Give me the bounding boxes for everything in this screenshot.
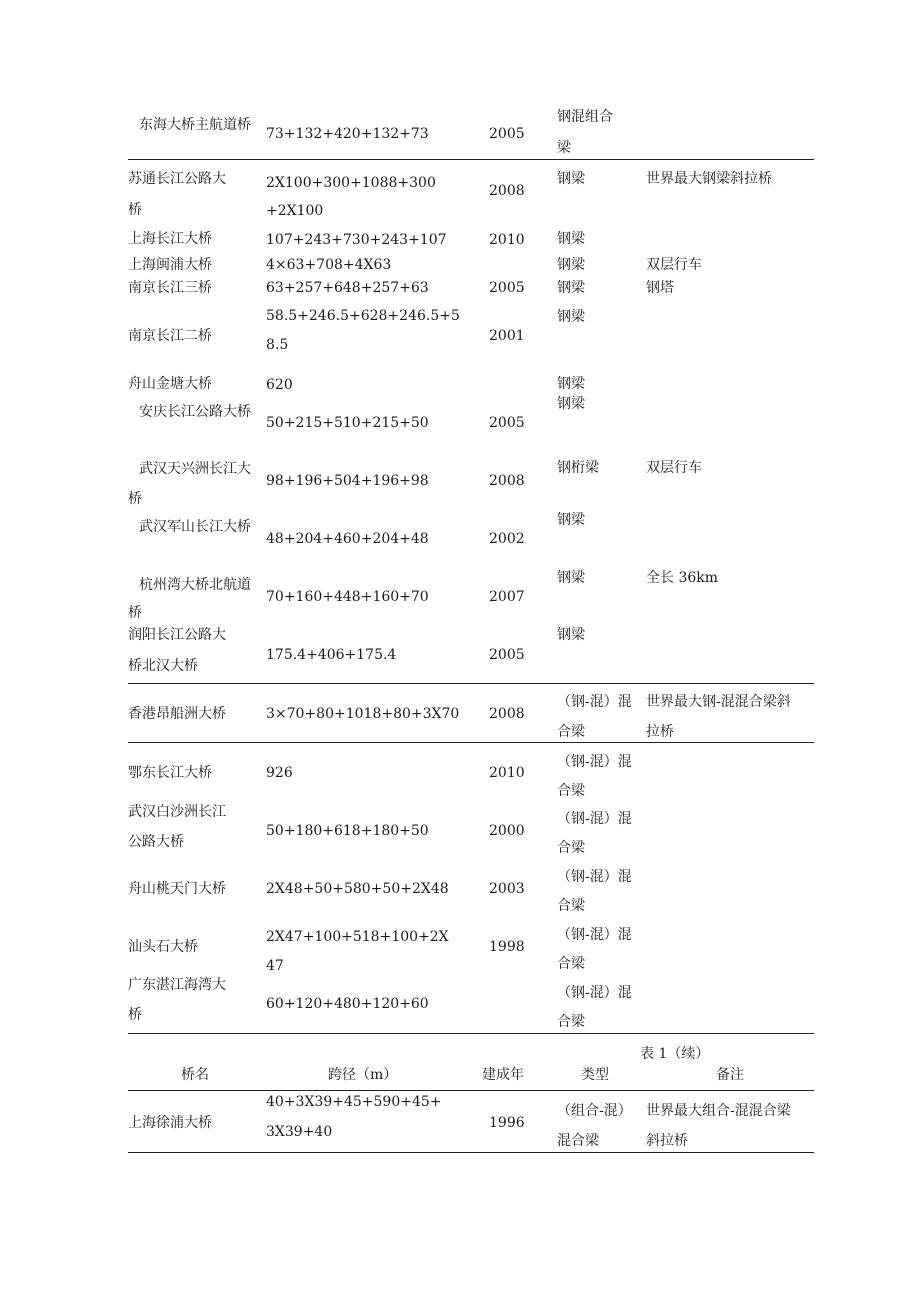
bridge-year: 2007 [489, 589, 525, 605]
bridge-name: 安庆长江公路大桥 [139, 404, 251, 420]
bridge-span: 2X48+50+580+50+2X48 [266, 881, 449, 897]
bridge-note: 钢塔 [646, 280, 674, 296]
bridge-name: 鄂东长江大桥 [128, 765, 212, 781]
bridge-name: 舟山金塘大桥 [128, 376, 212, 392]
bridge-name: 桥 [128, 605, 142, 621]
bridge-name: 桥 [128, 491, 142, 507]
bridge-type: 钢梁 [557, 309, 585, 325]
bridge-type: 合梁 [557, 898, 585, 914]
bridge-name: 上海闽浦大桥 [128, 257, 212, 273]
bridge-year: 2002 [489, 531, 525, 547]
bridge-span: 70+160+448+160+70 [266, 589, 429, 605]
bridge-year: 2010 [489, 232, 525, 248]
bridge-year: 2005 [489, 415, 525, 431]
bridge-type: （钢-混）混 [557, 869, 632, 885]
bridge-name: 武汉白沙洲长江 [128, 804, 226, 820]
bridge-year: 2010 [489, 765, 525, 781]
bridge-name: 桥 [128, 1007, 142, 1023]
bridge-span: 40+3X39+45+590+45+ [266, 1094, 442, 1110]
bridge-span: 98+196+504+196+98 [266, 473, 429, 489]
bridge-type: 钢梁 [557, 231, 585, 247]
bridge-name: 舟山桃天门大桥 [128, 881, 226, 897]
bridge-name: 上海长江大桥 [128, 231, 212, 247]
bridge-name: 上海徐浦大桥 [128, 1115, 212, 1131]
bridge-type: 钢梁 [557, 570, 585, 586]
bridge-type: 合梁 [557, 724, 585, 740]
table-continuation-label: 表 1（续） [640, 1046, 710, 1062]
bridge-type: 钢梁 [557, 627, 585, 643]
bridge-year: 2005 [489, 280, 525, 296]
column-header-note: 备注 [716, 1067, 744, 1083]
bridge-span: 47 [266, 958, 284, 974]
bridge-year: 2008 [489, 706, 525, 722]
bridge-type: （钢-混）混 [557, 927, 632, 943]
bridge-name: 润阳长江公路大 [128, 627, 226, 643]
bridge-type: 合梁 [557, 956, 585, 972]
bridge-span: 50+215+510+215+50 [266, 415, 429, 431]
bridge-type: 梁 [557, 140, 571, 156]
column-header-type: 类型 [581, 1067, 609, 1083]
column-header-name: 桥名 [181, 1067, 209, 1083]
bridge-type: 合梁 [557, 840, 585, 856]
bridge-name: 武汉天兴洲长江大 [139, 461, 251, 477]
table-rule [128, 683, 814, 684]
bridge-name: 桥 [128, 202, 142, 218]
bridge-year: 2005 [489, 126, 525, 142]
bridge-note: 双层行车 [646, 257, 702, 273]
bridge-span: +2X100 [266, 203, 324, 219]
bridge-span: 2X47+100+518+100+2X [266, 929, 449, 945]
table-rule [128, 1033, 814, 1034]
table-rule [128, 1152, 814, 1153]
bridge-span: 926 [266, 765, 293, 781]
bridge-type: 混合梁 [557, 1133, 599, 1149]
bridge-span: 175.4+406+175.4 [266, 647, 397, 663]
bridge-note: 世界最大组合-混混合梁 [646, 1103, 791, 1119]
bridge-span: 620 [266, 377, 293, 393]
bridge-note: 世界最大钢梁斜拉桥 [646, 171, 772, 187]
bridge-span: 2X100+300+1088+300 [266, 175, 436, 191]
bridge-note: 斜拉桥 [646, 1133, 688, 1149]
bridge-type: 钢梁 [557, 280, 585, 296]
bridge-type: 合梁 [557, 783, 585, 799]
bridge-span: 63+257+648+257+63 [266, 280, 429, 296]
bridge-type: （组合-混） [557, 1103, 632, 1119]
table-rule [128, 742, 814, 743]
column-header-span: 跨径（m） [328, 1067, 398, 1083]
bridge-name: 杭州湾大桥北航道 [139, 577, 251, 593]
column-header-year: 建成年 [482, 1067, 524, 1083]
bridge-note: 双层行车 [646, 460, 702, 476]
bridge-type: （钢-混）混 [557, 694, 632, 710]
bridge-name: 公路大桥 [128, 834, 184, 850]
bridge-note: 世界最大钢-混混合梁斜 [646, 694, 791, 710]
bridge-span: 73+132+420+132+73 [266, 126, 429, 142]
bridge-name: 苏通长江公路大 [128, 171, 226, 187]
bridge-year: 2000 [489, 823, 525, 839]
bridge-span: 8.5 [266, 337, 289, 353]
bridge-type: （钢-混）混 [557, 754, 632, 770]
bridge-year: 2003 [489, 881, 525, 897]
bridge-span: 58.5+246.5+628+246.5+5 [266, 308, 460, 324]
bridge-span: 107+243+730+243+107 [266, 232, 447, 248]
bridge-name: 桥北汉大桥 [128, 658, 198, 674]
bridge-year: 2008 [489, 183, 525, 199]
bridge-span: 4×63+708+4X63 [266, 257, 392, 273]
bridge-span: 60+120+480+120+60 [266, 996, 429, 1012]
bridge-year: 2005 [489, 647, 525, 663]
bridge-year: 1998 [489, 939, 525, 955]
bridge-name: 南京长江二桥 [128, 328, 212, 344]
bridge-type: 钢梁 [557, 396, 585, 412]
bridge-span: 48+204+460+204+48 [266, 531, 429, 547]
bridge-type: 合梁 [557, 1014, 585, 1030]
bridge-span: 3X39+40 [266, 1124, 333, 1140]
bridge-type: 钢桁梁 [557, 460, 599, 476]
bridge-note: 全长 36km [646, 570, 719, 586]
bridge-note: 拉桥 [646, 724, 674, 740]
bridge-name: 南京长江三桥 [128, 280, 212, 296]
bridge-name: 武汉军山长江大桥 [139, 519, 251, 535]
bridge-name: 香港昂船洲大桥 [128, 706, 226, 722]
bridge-type: （钢-混）混 [557, 985, 632, 1001]
table-rule [128, 1090, 814, 1091]
bridge-year: 2001 [489, 328, 525, 344]
bridge-year: 1996 [489, 1115, 525, 1131]
bridge-span: 50+180+618+180+50 [266, 823, 429, 839]
bridge-name: 广东湛江海湾大 [128, 977, 226, 993]
bridge-name: 汕头石大桥 [128, 939, 198, 955]
bridge-span: 3×70+80+1018+80+3X70 [266, 706, 460, 722]
bridge-type: 钢梁 [557, 512, 585, 528]
bridge-year: 2008 [489, 473, 525, 489]
bridge-type: 钢梁 [557, 171, 585, 187]
bridge-name: 东海大桥主航道桥 [139, 117, 251, 133]
bridge-type: 钢梁 [557, 257, 585, 273]
bridge-type: 钢梁 [557, 376, 585, 392]
bridge-type: （钢-混）混 [557, 811, 632, 827]
table-rule [128, 159, 814, 160]
bridge-type: 钢混组合 [557, 109, 613, 125]
